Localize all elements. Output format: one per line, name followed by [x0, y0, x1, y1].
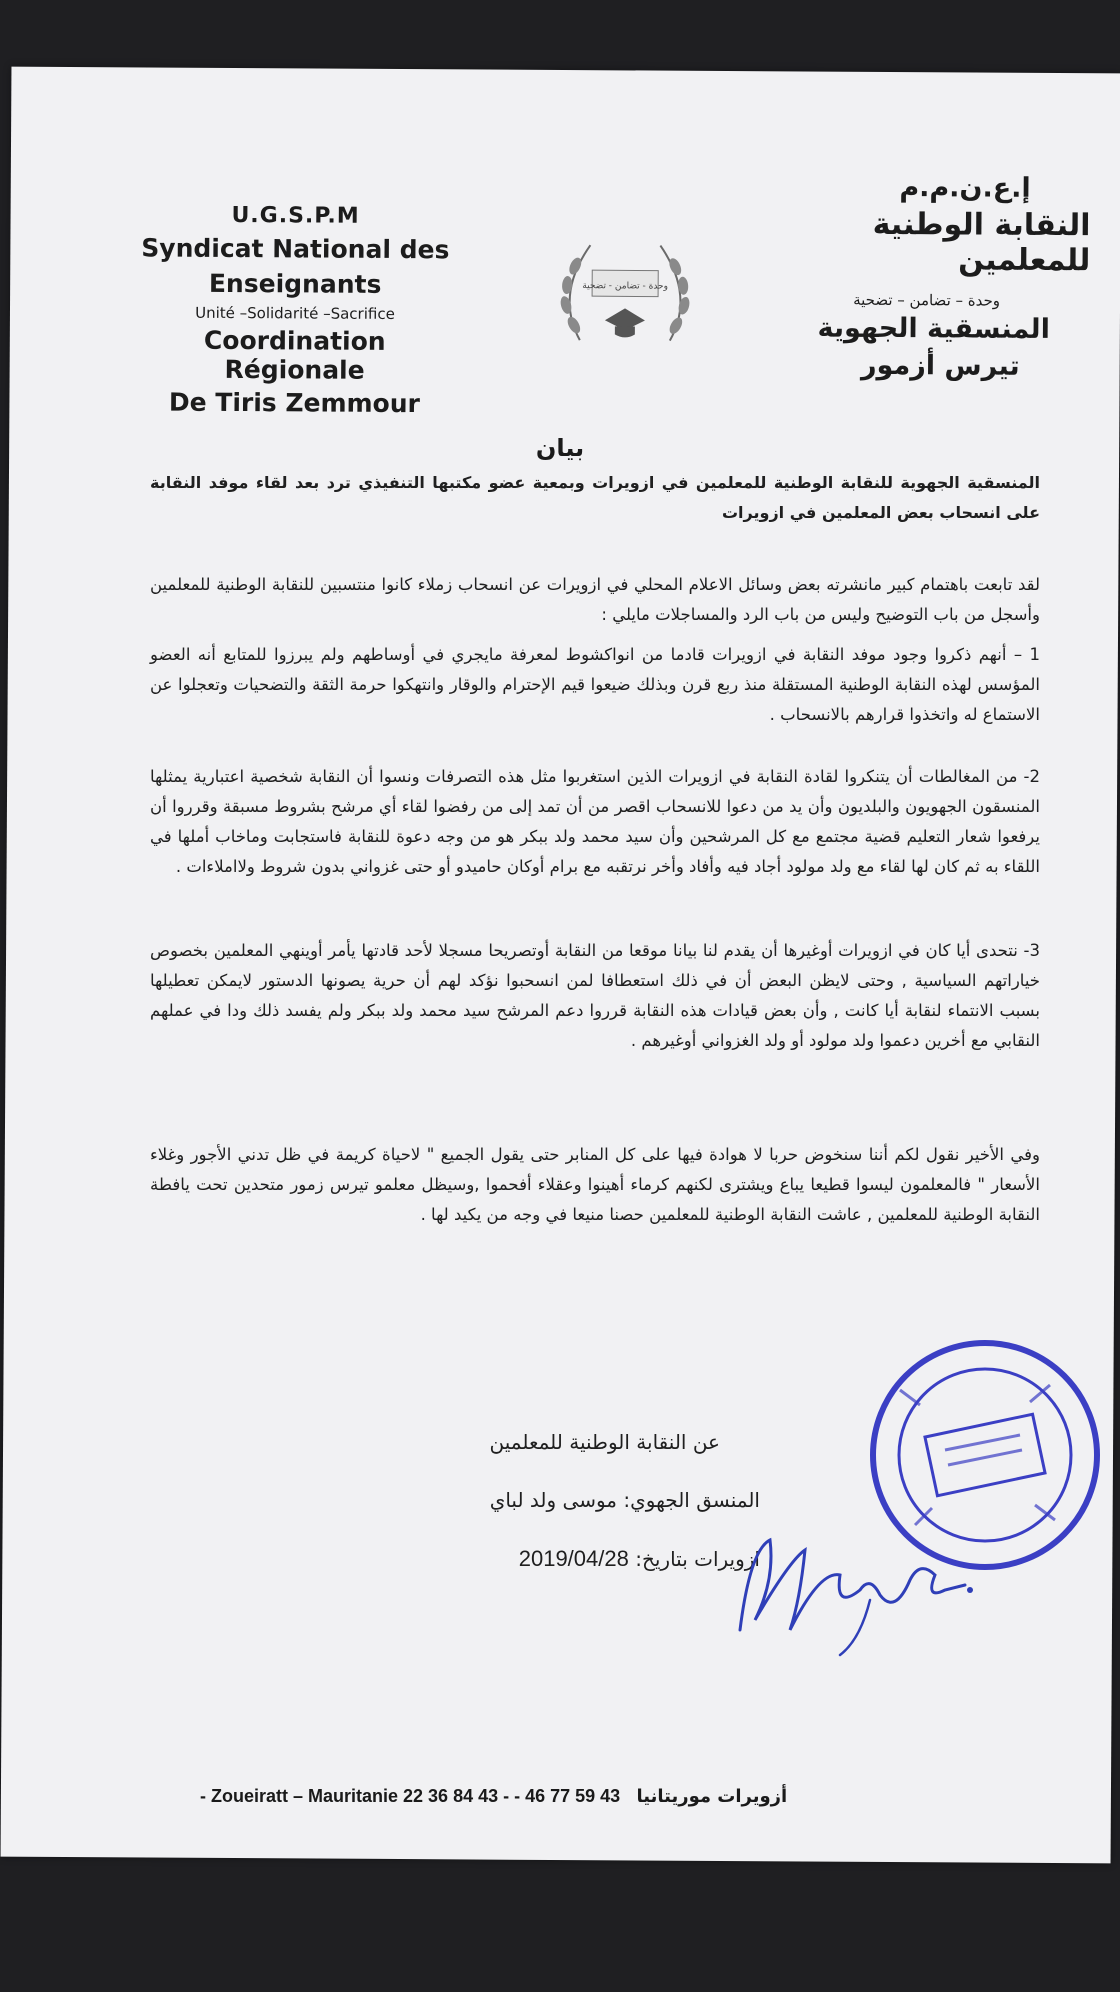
header-french: [129, 202, 460, 418]
signoff-date-line: [400, 1546, 760, 1572]
statement-title: بيان: [535, 434, 585, 462]
header-arabic: [750, 171, 1091, 382]
region-line: De Tiris Zemmour: [168, 387, 421, 419]
signoff-on-behalf: عن النقابة الوطنية للمعلمين: [489, 1430, 720, 1454]
footer-french: - Zoueiratt – Mauritanie 22 36 84 43 - - 46 77 59 43: [200, 1786, 621, 1806]
paragraph-intro: لقد تابعت باهتمام كبير مانشرته بعض وسائل الاعلام المحلي في ازويرات عن انسحاب زملاء كانوا منتسبين للنقابة الوطنية للمعلمين وأسجل من باب التوضيح وليس من باب الرد والمساجلات مايلي :: [150, 575, 1040, 624]
coordination-line: Coordination Régionale: [203, 325, 386, 385]
paragraph-point-3: 3- نتحدى أيا كان في ازويرات أوغيرها أن يقدم لنا بيانا موقعا من النقابة أوتصريحا مسجلا لأحد قادتها يأمر أوينهي المعلمين بخصوص خياراتهم السياسية , وحتى لايظن البعض أن في ذلك استعطافا لمن انسحبوا نؤكد لهم أن حرية يصونها الدستور لايمكن تعطيلها بسبب الانتماء لنقابة أيا كانت , وأن بعض قيادات هذه النقابة قرروا دعم المرشح سيد محمد ولد ببكر ولم يفسد ذلك ودا في عملهم النقابي مع أخرين دعموا ولد مولود أو ولد الغزواني أوغيرهم .: [150, 941, 1040, 1050]
org-motto-ar: وحدة – تضامن – تضحية: [853, 290, 1001, 310]
org-abbreviation-fr: U.G.S.P.M: [231, 202, 360, 229]
region-ar: تيرس أزمور: [860, 349, 1020, 382]
org-name-line2: Enseignants: [208, 268, 382, 299]
org-abbreviation-ar: إ.ع.ن.م.م: [899, 172, 1031, 204]
paragraph-point-1: 1 – أنهم ذكروا وجود موفد النقابة في ازويرات قادما من انواكشوط لمعرفة مايجري في أوساطهم ولم يبرزوا للمتابع أنه العضو المؤسس لهذه النقابة الوطنية المستقلة منذ ربع قرن وبذلك ضيعوا قيم الإحترام والوقار وانتهكوا حرمة الثقة والتضحيات وتعجلوا عن الاستماع له واتخذوا قرارهم بالانسحاب .: [150, 645, 1040, 724]
union-emblem-icon: [550, 230, 701, 361]
coordination-ar: المنسقية الجهوية: [817, 312, 1050, 345]
footer-arabic: أزويرات موريتانيا: [636, 1786, 788, 1807]
date-label: ازويرات بتاريخ:: [635, 1547, 760, 1571]
signoff-coordinator: المنسق الجهوي: موسى ولد لباي: [489, 1488, 760, 1512]
emblem-text: وحدة - تضامن - تضحية: [582, 281, 669, 292]
footer-contact: [200, 1786, 1000, 1807]
org-name-line1: Syndicat National des: [141, 233, 450, 265]
signature-date: 2019/04/28: [518, 1546, 629, 1571]
handwritten-signature-icon: [720, 1520, 980, 1660]
org-motto-fr: Unité –Solidarité –Sacrifice: [195, 303, 395, 323]
org-name-ar: النقابة الوطنية للمعلمين: [872, 206, 1091, 279]
paragraph-closing: وفي الأخير نقول لكم أننا سنخوض حربا لا هوادة فيها على كل المنابر حتى يقول الجميع " لاحياة كريمة في ظل تدني الأجور وغلاء الأسعار " فالمعلمون ليسوا قطيعا يباع ويشترى لكنهم كرماء أهينوا وعقلاء أفحموا ,وسيظل معلمو تيرس زمور متحدين تحت يافطة النقابة الوطنية للمعلمين , عاشت النقابة الوطنية للمعلمين حصنا منيعا في وجه من يكيد لها .: [150, 1145, 1040, 1224]
statement-subtitle: المنسقية الجهوية للنقابة الوطنية للمعلمين في ازويرات وبمعية عضو مكتبها التنفيذي ترد بعد لقاء موفد النقابة على انسحاب بعض المعلمين في ازويرات: [150, 473, 1040, 522]
paragraph-point-2: 2- من المغالطات أن يتنكروا لقادة النقابة في ازويرات الذين استغربوا مثل هذه التصرفات ونسوا أن النقابة شخصية اعتبارية يمثلها المنسقون الجهويون والبلديون وأن يد من دعوا للانسحاب اقصر من أن تمد إلى من رفضوا لقاء أي مرشح بشروط مسبقة وقرروا أن يرفعوا شعار التعليم قضية مجتمع مع كل المرشحين وأن سيد محمد ولد ببكر هو من وجه دعوة للنقابة فاستجابت وماخاب أملها في اللقاء به ثم كان لها لقاء مع ولد مولود أجاد فيه وأفاد وأخر نرتقبه مع برام أوكان حاميدو أو حتى غزواني بدون شروط ولااملاءات .: [150, 767, 1040, 876]
